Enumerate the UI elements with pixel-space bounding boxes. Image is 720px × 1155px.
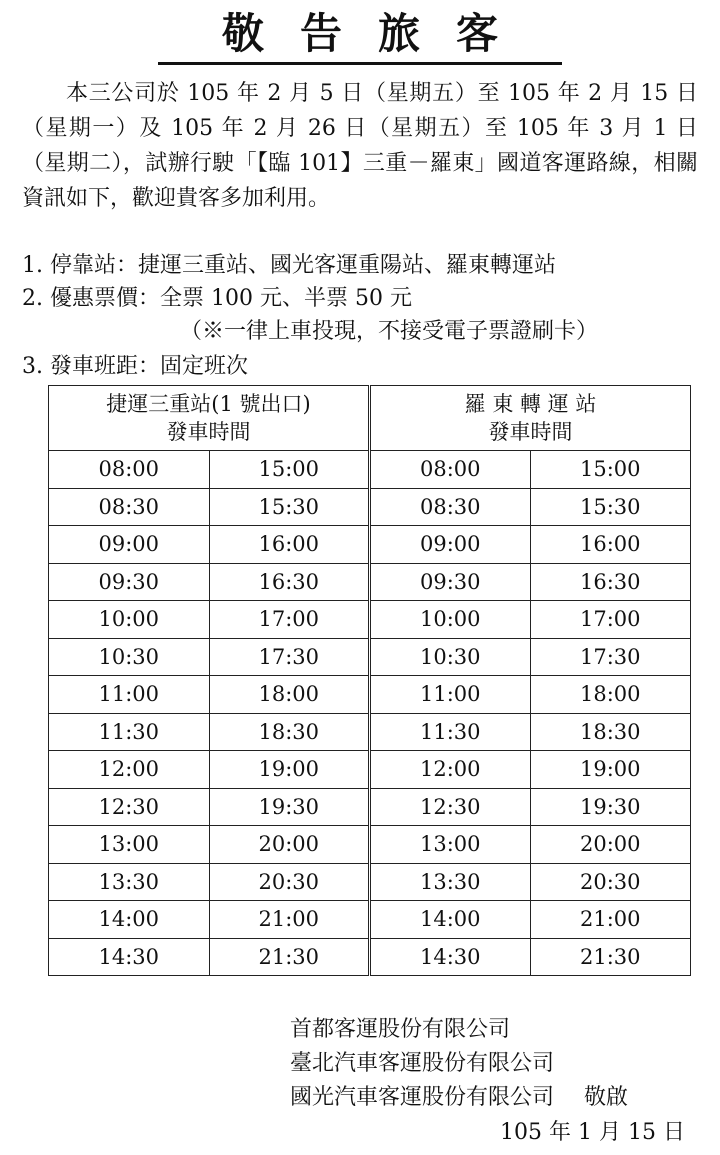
time-cell: 08:00 [370,451,531,489]
time-cell: 16:00 [530,526,691,564]
sanchong-header [49,386,370,451]
time-cell: 18:00 [209,676,370,714]
time-cell: 20:00 [530,826,691,864]
table-row [49,938,691,976]
time-cell: 19:30 [209,788,370,826]
time-cell: 14:30 [370,938,531,976]
time-cell: 12:00 [49,751,210,789]
luodong-departure-label: 發車時間 [488,420,573,444]
time-cell: 15:00 [209,451,370,489]
time-cell: 14:00 [370,901,531,939]
company-kuo-kuang-name: 國光汽車客運股份有限公司 [290,1085,555,1110]
time-cell: 16:00 [209,526,370,564]
table-row [49,638,691,676]
time-cell: 13:00 [370,826,531,864]
table-row [49,451,691,489]
time-cell: 12:30 [370,788,531,826]
time-cell: 10:00 [370,601,531,639]
sanchong-departure-label: 發車時間 [166,420,251,444]
company-kuo-kuang [290,1083,628,1113]
time-cell: 13:30 [370,863,531,901]
time-cell: 17:30 [530,638,691,676]
table-row [49,901,691,939]
time-cell: 21:00 [530,901,691,939]
notice-date: 105 年 1 月 15 日 [500,1120,685,1145]
time-cell: 21:30 [530,938,691,976]
time-cell: 19:00 [209,751,370,789]
time-cell: 09:00 [49,526,210,564]
time-cell: 18:30 [209,713,370,751]
table-row [49,713,691,751]
time-cell: 17:30 [209,638,370,676]
sanchong-station-label: 捷運三重站(1 號出口) [106,392,311,416]
time-cell: 11:30 [49,713,210,751]
time-cell: 15:30 [209,488,370,526]
headway-line: 3. 發車班距：固定班次 [22,354,248,379]
time-cell: 21:30 [209,938,370,976]
time-cell: 10:30 [49,638,210,676]
luodong-station-label: 羅 東 轉 運 站 [464,392,597,416]
time-cell: 18:00 [530,676,691,714]
time-cell: 09:30 [49,563,210,601]
time-cell: 08:30 [370,488,531,526]
time-cell: 10:00 [49,601,210,639]
table-row [49,751,691,789]
stops-line: 1. 停靠站：捷運三重站、國光客運重陽站、羅東轉運站 [22,253,556,278]
time-cell: 15:00 [530,451,691,489]
time-cell: 12:00 [370,751,531,789]
time-cell: 20:30 [530,863,691,901]
respect-closing: 敬啟 [584,1085,629,1110]
time-cell: 12:30 [49,788,210,826]
table-row [49,526,691,564]
time-cell: 08:00 [49,451,210,489]
time-cell: 08:30 [49,488,210,526]
table-row [49,676,691,714]
schedule-table [48,385,691,976]
time-cell: 09:30 [370,563,531,601]
time-cell: 10:30 [370,638,531,676]
table-row [49,863,691,901]
table-row [49,488,691,526]
table-row [49,601,691,639]
fare-line: 2. 優惠票價：全票 100 元、半票 50 元 [22,286,412,311]
time-cell: 09:00 [370,526,531,564]
time-cell: 19:30 [530,788,691,826]
time-cell: 19:00 [530,751,691,789]
company-capital-bus: 首都客運股份有限公司 [290,1017,511,1042]
company-taipei-bus: 臺北汽車客運股份有限公司 [290,1051,555,1076]
table-header-row [49,386,691,451]
time-cell: 11:30 [370,713,531,751]
time-cell: 21:00 [209,901,370,939]
time-cell: 16:30 [209,563,370,601]
time-cell: 17:00 [530,601,691,639]
time-cell: 18:30 [530,713,691,751]
time-cell: 16:30 [530,563,691,601]
time-cell: 13:00 [49,826,210,864]
notice-title: 敬告旅客 [158,8,562,65]
schedule-body [49,451,691,976]
table-row [49,563,691,601]
time-cell: 11:00 [370,676,531,714]
fare-note: （※一律上車投現，不接受電子票證刷卡） [180,319,599,344]
time-cell: 20:30 [209,863,370,901]
intro-paragraph: 本三公司於 105 年 2 月 5 日（星期五）至 105 年 2 月 15 日（星期一）及 105 年 2 月 26 日（星期五）至 105 年 3 月 1 日（星期二），試辦行駛「【臨 101】三重－羅東」國道客運路線，相關資訊如下，歡迎貴客多加利用。 [22,81,698,211]
time-cell: 14:30 [49,938,210,976]
time-cell: 14:00 [49,901,210,939]
time-cell: 15:30 [530,488,691,526]
time-cell: 11:00 [49,676,210,714]
table-row [49,826,691,864]
table-row [49,788,691,826]
time-cell: 17:00 [209,601,370,639]
time-cell: 20:00 [209,826,370,864]
luodong-header [370,386,691,451]
time-cell: 13:30 [49,863,210,901]
